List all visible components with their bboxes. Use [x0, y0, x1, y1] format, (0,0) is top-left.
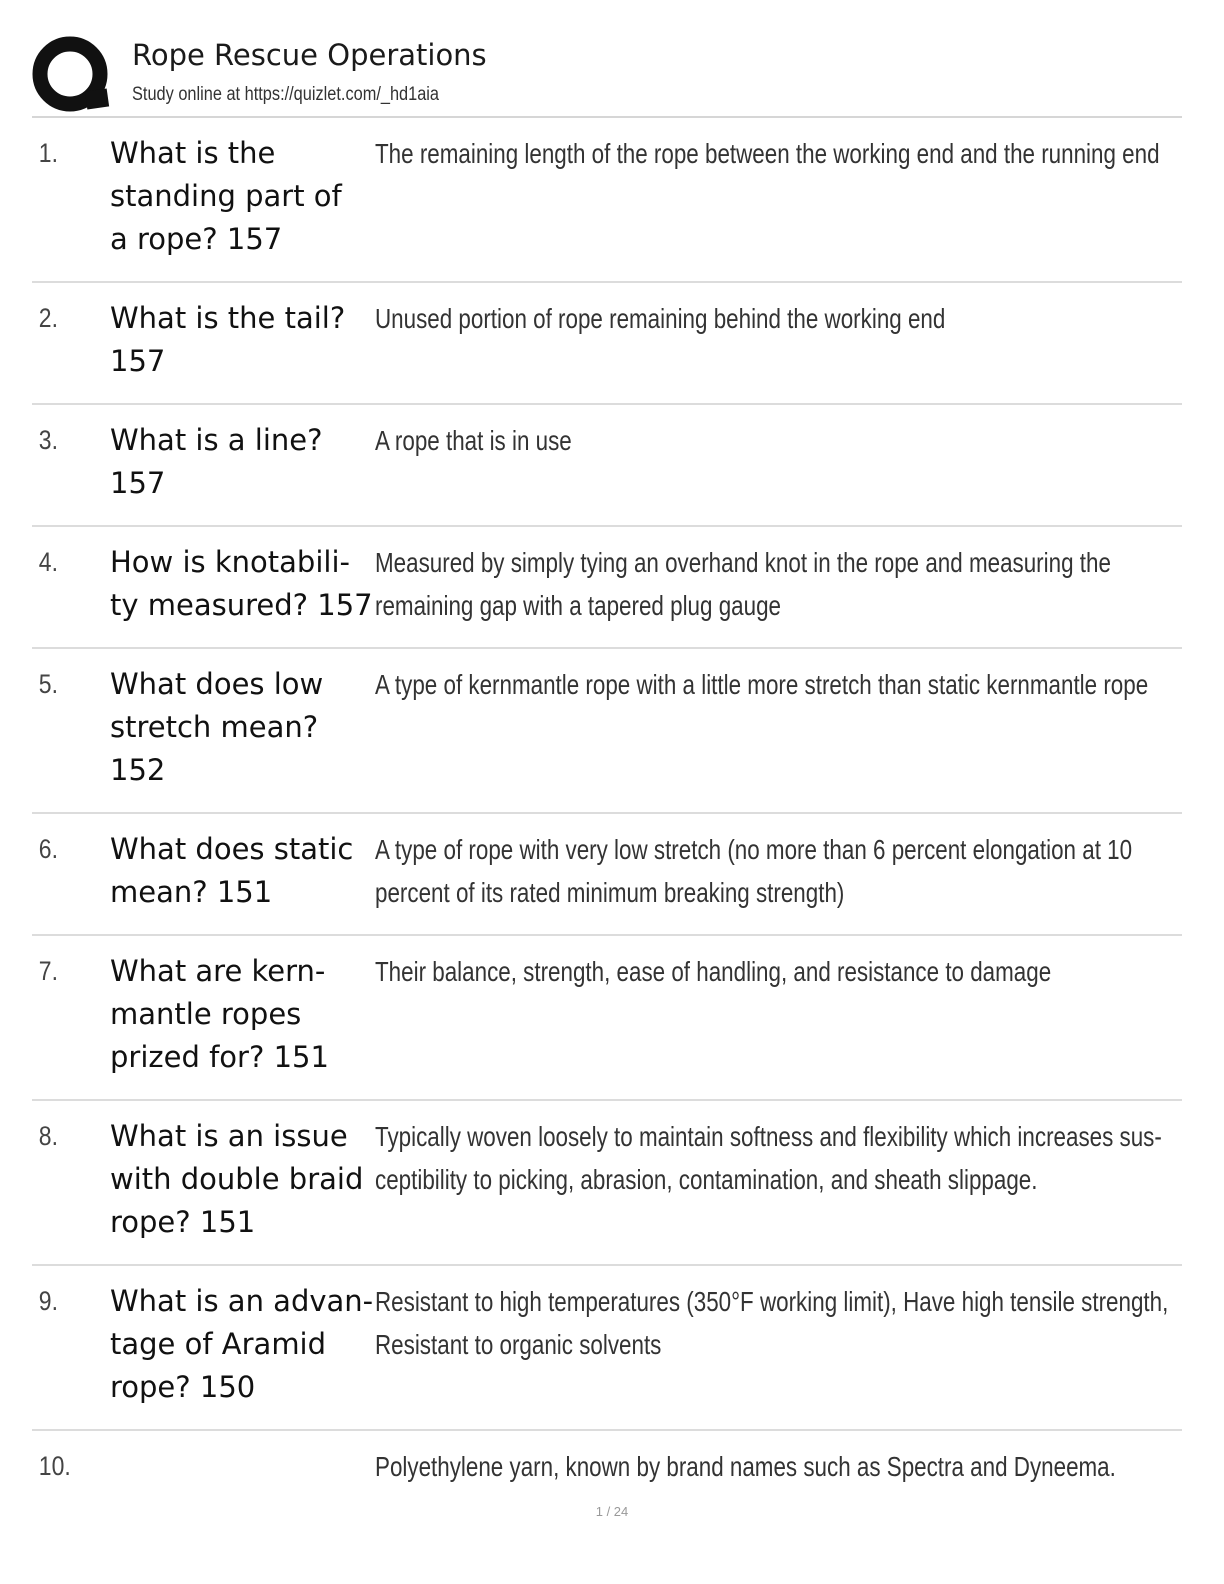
card-definition — [375, 541, 1224, 627]
definition-line: Typically woven loosely to maintain softness and flexibility which increases sus- — [375, 1121, 1162, 1152]
term-line: What is an advan- — [110, 1284, 374, 1318]
card-term — [110, 297, 375, 383]
flashcard-row — [32, 814, 1182, 936]
card-number: 10. — [38, 1451, 71, 1481]
definition-line: remaining gap with a tapered plug gauge — [375, 590, 781, 621]
term-line: How is knotabili- — [110, 545, 350, 579]
card-definition — [375, 1280, 1224, 1409]
term-line: rope? 151 — [110, 1205, 256, 1239]
card-number: 4. — [38, 547, 58, 577]
flashcard-row — [32, 1431, 1182, 1508]
definition-line: ceptibility to picking, abrasion, contamination, and sheath slippage. — [375, 1164, 1038, 1195]
card-term — [110, 1115, 375, 1244]
card-term — [110, 1445, 375, 1488]
term-line: tage of Aramid — [110, 1327, 327, 1361]
term-line: ty measured? 157 — [110, 588, 373, 622]
term-line: 157 — [110, 466, 166, 500]
definition-line: The remaining length of the rope between the working end and the running end — [375, 138, 1160, 169]
study-online-link[interactable]: Study online at https://quizlet.com/_hd1aia — [132, 84, 440, 105]
flashcard-row — [32, 649, 1182, 814]
definition-line: percent of its rated minimum breaking strength) — [375, 877, 845, 908]
card-number: 8. — [38, 1121, 58, 1151]
card-number: 7. — [38, 956, 58, 986]
card-term — [110, 950, 375, 1079]
card-definition — [375, 1445, 1224, 1488]
card-definition — [375, 419, 1182, 505]
card-term — [110, 419, 375, 505]
definition-line: Resistant to high temperatures (350°F working limit), Have high tensile strength, — [375, 1286, 1169, 1317]
definition-line: A type of rope with very low stretch (no more than 6 percent elongation at 10 — [375, 834, 1133, 865]
definition-line: Resistant to organic solvents — [375, 1329, 662, 1360]
term-line: What is the tail? — [110, 301, 346, 335]
definition-line: Unused portion of rope remaining behind the working end — [375, 303, 946, 334]
flashcard-row — [32, 283, 1182, 405]
term-line: mean? 151 — [110, 875, 273, 909]
card-term — [110, 828, 375, 914]
flashcard-row — [32, 118, 1182, 283]
card-definition — [375, 297, 1182, 383]
definition-line: Measured by simply tying an overhand knot in the rope and measuring the — [375, 547, 1111, 578]
card-number: 1. — [38, 138, 58, 168]
definition-line: Their balance, strength, ease of handling, and resistance to damage — [375, 956, 1052, 987]
term-line: What does static — [110, 832, 354, 866]
definition-line: A rope that is in use — [375, 425, 572, 456]
term-line: What are kern- — [110, 954, 326, 988]
card-number: 3. — [38, 425, 58, 455]
page-header — [32, 32, 1182, 116]
card-number: 9. — [38, 1286, 58, 1316]
card-definition — [375, 828, 1224, 914]
quizlet-logo-icon — [32, 36, 112, 116]
card-definition — [375, 132, 1224, 261]
card-number: 2. — [38, 303, 58, 333]
card-number: 5. — [38, 669, 58, 699]
term-line: 157 — [110, 344, 166, 378]
card-definition — [375, 1115, 1224, 1244]
flashcard-row — [32, 1266, 1182, 1431]
term-line: prized for? 151 — [110, 1040, 329, 1074]
term-line: rope? 150 — [110, 1370, 256, 1404]
card-number: 6. — [38, 834, 58, 864]
flashcard-row — [32, 405, 1182, 527]
term-line: standing part of — [110, 179, 342, 213]
flashcard-list — [32, 118, 1182, 1508]
term-line: mantle ropes — [110, 997, 302, 1031]
flashcard-row — [32, 936, 1182, 1101]
page-title: Rope Rescue Operations — [132, 38, 487, 72]
card-term — [110, 541, 375, 627]
term-line: What is the — [110, 136, 276, 170]
definition-line: Polyethylene yarn, known by brand names such as Spectra and Dyneema. — [375, 1451, 1116, 1482]
term-line: a rope? 157 — [110, 222, 283, 256]
term-line: What is an issue — [110, 1119, 348, 1153]
term-line: stretch mean? — [110, 710, 319, 744]
term-line: with double braid — [110, 1162, 364, 1196]
flashcard-row — [32, 1101, 1182, 1266]
card-term — [110, 1280, 375, 1409]
term-line: What does low — [110, 667, 324, 701]
definition-line: A type of kernmantle rope with a little more stretch than static kernmantle rope — [375, 669, 1149, 700]
card-term — [110, 132, 375, 261]
term-line: 152 — [110, 753, 166, 787]
flashcard-row — [32, 527, 1182, 649]
page-indicator: 1 / 24 — [595, 1504, 629, 1519]
card-term — [110, 663, 375, 792]
term-line: What is a line? — [110, 423, 323, 457]
card-definition — [375, 663, 1224, 792]
card-definition — [375, 950, 1220, 1079]
